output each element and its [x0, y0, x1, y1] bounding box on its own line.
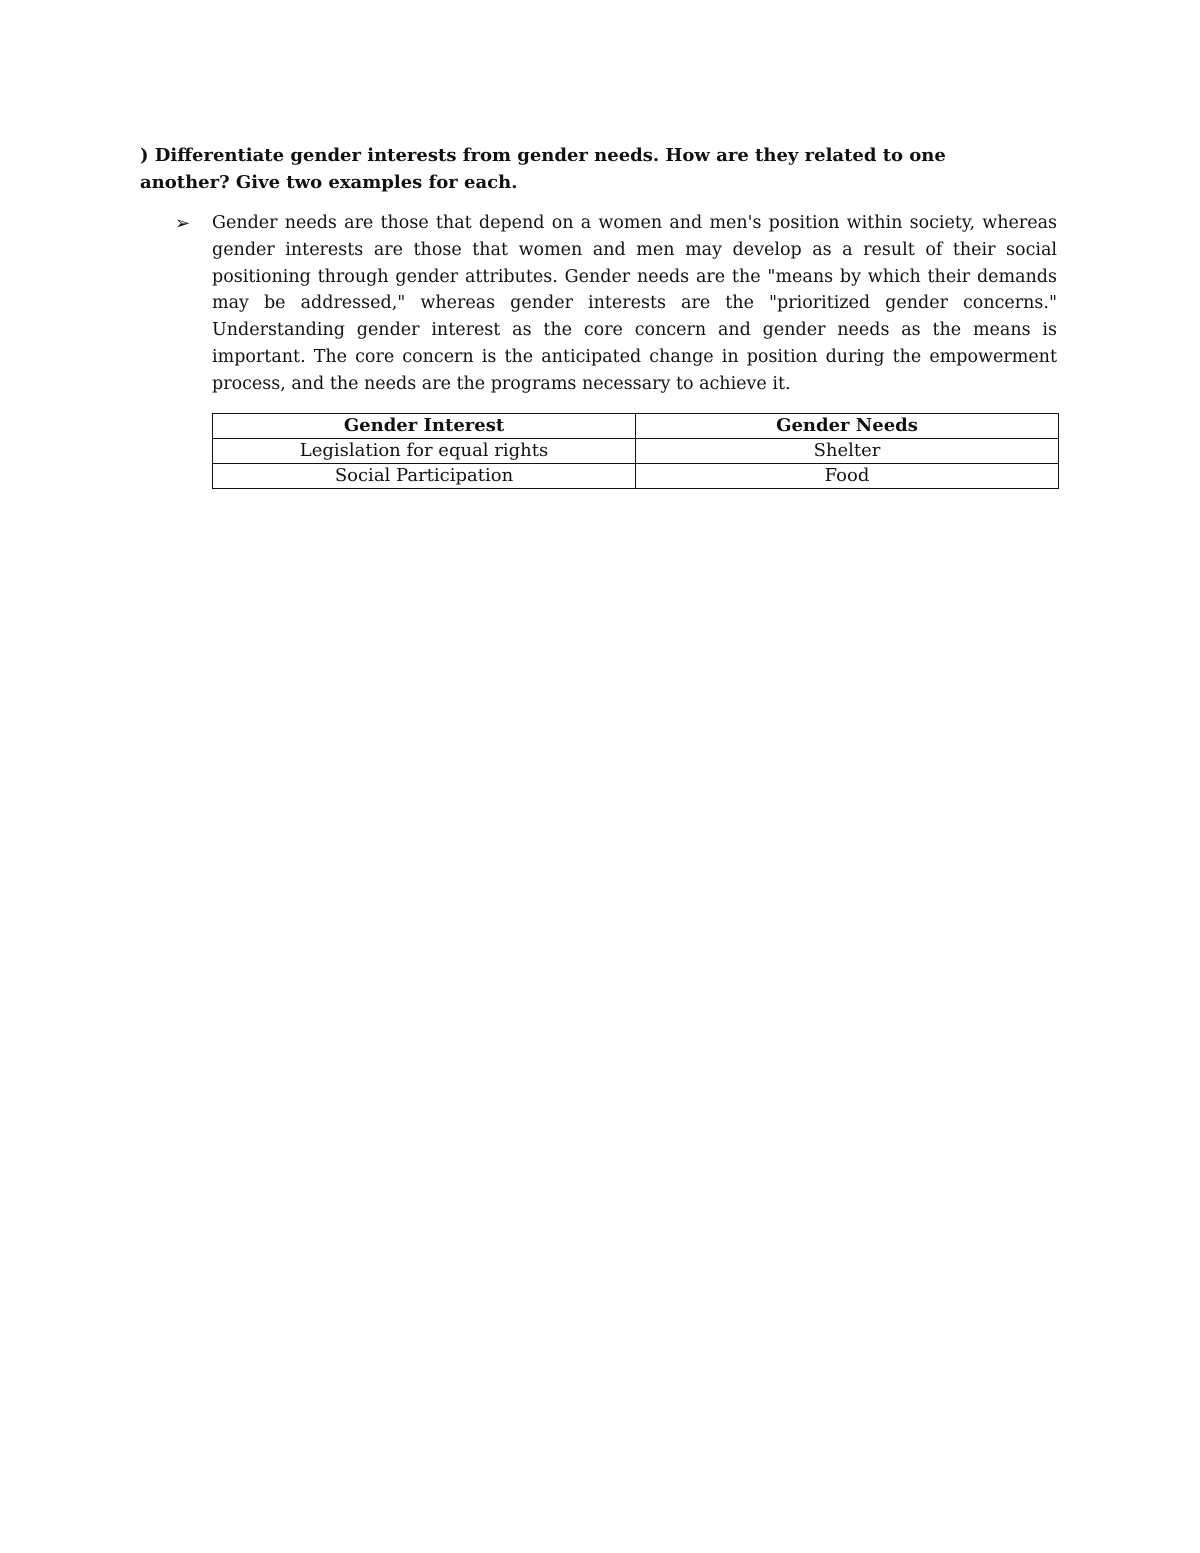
table-cell-interest: Legislation for equal rights — [213, 439, 636, 464]
table-cell-need: Shelter — [636, 439, 1059, 464]
table-header-row — [213, 414, 1059, 439]
table-row — [213, 439, 1059, 464]
table-row — [213, 464, 1059, 489]
answer-paragraph: Gender needs are those that depend on a women and men's position within society, whereas gender interests are those that women and men may develop as a result of their social positioning through gender attributes. Gender needs are the "means by which their demands may be addressed," whereas gender interests are the "prioritized gender concerns." Understanding gender interest as the core concern and gender needs as the means is important. The core concern is the anticipated change in position during the empowerment process, and the needs are the programs necessary to achieve it. — [212, 213, 1057, 394]
examples-table — [212, 413, 1059, 489]
header-gender-interest: Gender Interest — [213, 414, 636, 439]
arrowhead-bullet-icon: ➢ — [175, 213, 191, 234]
question-heading: ) Differentiate gender interests from gender needs. How are they related to one another? Give two examples for each. — [140, 145, 946, 193]
table-cell-interest: Social Participation — [213, 464, 636, 489]
table-cell-need: Food — [636, 464, 1059, 489]
header-gender-needs: Gender Needs — [636, 414, 1059, 439]
